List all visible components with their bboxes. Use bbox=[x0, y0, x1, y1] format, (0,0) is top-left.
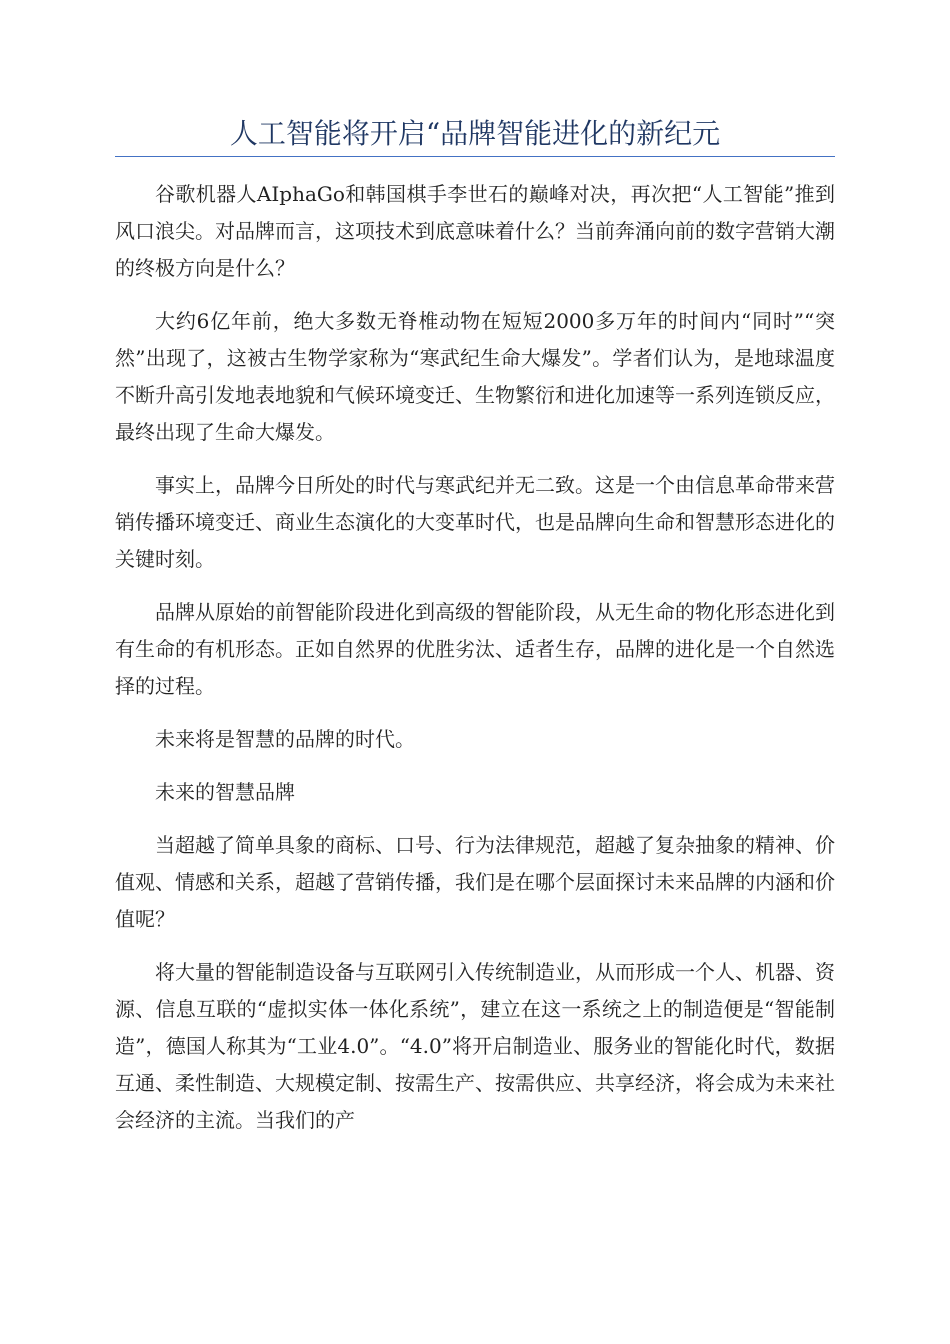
document-title: 人工智能将开启“品牌智能进化的新纪元 bbox=[115, 112, 835, 157]
paragraph: 谷歌机器人AIphaGo和韩国棋手李世石的巅峰对决，再次把“人工智能”推到风口浪尖。对品牌而言，这项技术到底意味着什么？当前奔涌向前的数字营销大潮的终极方向是什么？ bbox=[115, 182, 835, 280]
section-heading: 未来的智慧品牌 bbox=[155, 780, 295, 804]
paragraph: 大约6亿年前，绝大多数无脊椎动物在短短2000多万年的时间内“同时”“突然”出现了，这被古生物学家称为“寒武纪生命大爆发”。学者们认为，是地球温度不断升高引发地表地貌和气候环境变迁、生物繁衍和进化加速等一系列连锁反应，最终出现了生命大爆发。 bbox=[115, 309, 835, 444]
paragraph: 当超越了简单具象的商标、口号、行为法律规范，超越了复杂抽象的精神、价值观、情感和关系，超越了营销传播，我们是在哪个层面探讨未来品牌的内涵和价值呢？ bbox=[115, 833, 835, 931]
paragraph: 事实上，品牌今日所处的时代与寒武纪并无二致。这是一个由信息革命带来营销传播环境变迁、商业生态演化的大变革时代，也是品牌向生命和智慧形态进化的关键时刻。 bbox=[115, 473, 835, 571]
paragraph: 将大量的智能制造设备与互联网引入传统制造业，从而形成一个人、机器、资源、信息互联的“虚拟实体一体化系统”，建立在这一系统之上的制造便是“智能制造”，德国人称其为“工业4.0”。“4.0”将开启制造业、服务业的智能化时代，数据互通、柔性制造、大规模定制、按需生产、按需供应、共享经济，将会成为未来社会经济的主流。当我们的产 bbox=[115, 960, 835, 1132]
paragraph: 未来将是智慧的品牌的时代。 bbox=[155, 727, 415, 751]
paragraph: 品牌从原始的前智能阶段进化到高级的智能阶段，从无生命的物化形态进化到有生命的有机形态。正如自然界的优胜劣汰、适者生存，品牌的进化是一个自然选择的过程。 bbox=[115, 600, 835, 698]
document-body bbox=[115, 176, 835, 1155]
